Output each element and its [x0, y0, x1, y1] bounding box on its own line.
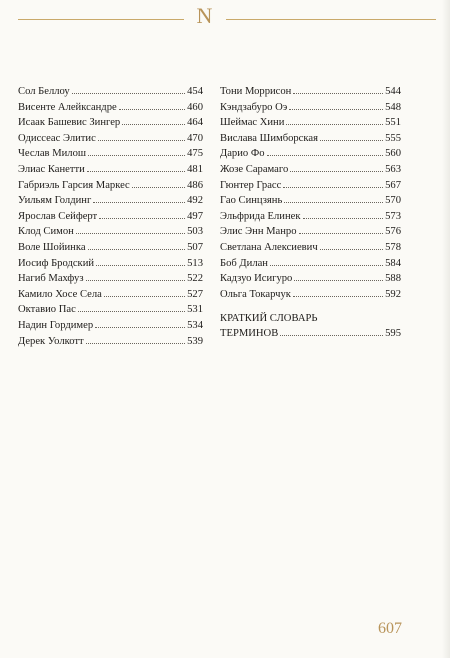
- toc-entry-page: 578: [385, 241, 401, 253]
- dot-leader: [290, 162, 383, 172]
- dot-leader: [280, 326, 383, 336]
- toc-entry[interactable]: [220, 131, 401, 147]
- toc-entry-title: Сол Беллоу: [18, 86, 70, 97]
- toc-entry-title: Октавио Пас: [18, 304, 76, 316]
- toc-entry-title: Жозе Сарамаго: [220, 163, 289, 175]
- toc-entry-page: 464: [187, 117, 203, 129]
- dot-leader: [293, 287, 383, 297]
- dot-leader: [87, 162, 185, 172]
- toc-entry[interactable]: [18, 100, 203, 116]
- toc-entry-title: Гао Синцзянь: [220, 195, 283, 207]
- toc-entry-page: 588: [385, 273, 401, 285]
- dot-leader: [132, 178, 185, 188]
- toc-entry[interactable]: [18, 84, 203, 100]
- toc-entry[interactable]: [18, 178, 203, 194]
- toc-entry-title: Гюнтер Грасс: [220, 179, 282, 191]
- toc-entry-title: Светлана Алексиевич: [220, 241, 318, 253]
- toc-entry[interactable]: [220, 146, 401, 162]
- toc-entry-title: Дарио Фо: [220, 148, 265, 160]
- toc-entry[interactable]: [18, 146, 203, 162]
- dot-leader: [72, 84, 185, 94]
- dot-leader: [267, 146, 384, 156]
- toc-entry-page: 531: [187, 304, 203, 316]
- toc-entry-page: 454: [187, 86, 203, 97]
- toc-entry-page: 470: [187, 132, 203, 144]
- toc-entry[interactable]: [18, 256, 203, 272]
- toc-entry-title: Ольга Токарчук: [220, 288, 291, 300]
- dot-leader: [95, 318, 185, 328]
- toc-entry-title: Одиссеас Элитис: [18, 132, 96, 144]
- toc-entry[interactable]: [18, 240, 203, 256]
- dot-leader: [320, 240, 383, 250]
- toc-entry-title: Габриэль Гарсия Маркес: [18, 179, 130, 191]
- toc-entry-title: Эльфрида Елинек: [220, 210, 301, 222]
- toc-entry-title: Нагиб Махфуз: [18, 273, 84, 285]
- toc-entry[interactable]: [220, 209, 401, 225]
- toc-entry-page: 573: [385, 210, 401, 222]
- dot-leader: [320, 131, 383, 141]
- toc-entry-page: 534: [187, 319, 203, 331]
- toc-entry-title: Клод Симон: [18, 226, 74, 238]
- toc-entry-page: 481: [187, 163, 203, 175]
- toc-entry-page: 548: [385, 101, 401, 113]
- section-letter: N: [196, 3, 214, 28]
- dot-leader: [78, 302, 185, 312]
- toc-entry-page: 592: [385, 288, 401, 300]
- toc-entry-page: 527: [187, 288, 203, 300]
- dot-leader: [293, 84, 383, 94]
- toc-entry-title: Вислава Шимборская: [220, 132, 318, 144]
- toc-entry-page: 555: [385, 132, 401, 144]
- toc-entry-page: 544: [385, 86, 401, 97]
- toc-entry-title: Исаак Башевис Зингер: [18, 117, 121, 129]
- dot-leader: [86, 271, 186, 281]
- toc-entry[interactable]: [220, 115, 401, 131]
- dot-leader: [104, 287, 185, 297]
- toc-entry[interactable]: [18, 115, 203, 131]
- glossary-title-line2-row: [220, 326, 401, 341]
- toc-entry-title: Надин Гордимер: [18, 319, 94, 331]
- toc-entry-title: Ярослав Сейферт: [18, 210, 98, 222]
- toc-entry[interactable]: [220, 240, 401, 256]
- toc-entry[interactable]: [220, 271, 401, 287]
- toc-entry[interactable]: [220, 84, 401, 100]
- dot-leader: [98, 131, 185, 141]
- toc-entry[interactable]: [18, 131, 203, 147]
- toc-entry[interactable]: [18, 302, 203, 318]
- toc-entry[interactable]: [18, 224, 203, 240]
- toc-entry-page: 522: [187, 273, 203, 285]
- toc-entry-page: 492: [187, 195, 203, 207]
- toc-entry-title: Шеймас Хини: [220, 117, 285, 129]
- dot-leader: [303, 209, 384, 219]
- toc-entry-page: 497: [187, 210, 203, 222]
- dot-leader: [96, 256, 185, 266]
- dot-leader: [286, 115, 383, 125]
- toc-entry-title: Уильям Голдинг: [18, 195, 92, 207]
- dot-leader: [283, 178, 383, 188]
- toc-entry-title: Кэндзабуро Оэ: [220, 101, 288, 113]
- dot-leader: [299, 224, 384, 234]
- dot-leader: [93, 193, 185, 203]
- toc-entry[interactable]: [18, 334, 203, 350]
- dot-leader: [270, 256, 383, 266]
- toc-entry-title: Воле Шойинка: [18, 241, 86, 253]
- toc-entry-title: Кадзуо Исигуро: [220, 273, 293, 285]
- toc-entry-page: 486: [187, 179, 203, 191]
- glossary-page: 595: [385, 328, 401, 340]
- toc-column-left: [18, 84, 203, 349]
- toc-entry[interactable]: [220, 256, 401, 272]
- toc-entry[interactable]: [18, 271, 203, 287]
- dot-leader: [88, 146, 185, 156]
- toc-entry-title: Чеслав Милош: [18, 148, 87, 160]
- toc-entry[interactable]: [18, 287, 203, 303]
- toc-entry-page: 513: [187, 257, 203, 269]
- toc-entry[interactable]: [18, 318, 203, 334]
- dot-leader: [86, 334, 185, 344]
- page-number: 607: [378, 620, 402, 637]
- toc-entry-glossary[interactable]: [220, 312, 401, 341]
- toc-entry[interactable]: [220, 162, 401, 178]
- toc-entry-title: Дерек Уолкотт: [18, 335, 84, 347]
- toc-entry-page: 563: [385, 163, 401, 175]
- dot-leader: [76, 224, 185, 234]
- toc-entry-title: Висенте Алейксандре: [18, 101, 117, 113]
- toc-entry[interactable]: [18, 209, 203, 225]
- toc-entry[interactable]: [220, 287, 401, 303]
- toc-entry-page: 539: [187, 335, 203, 347]
- header-rule-left: [18, 19, 184, 20]
- dot-leader: [289, 100, 383, 110]
- toc-entry-page: 576: [385, 226, 401, 238]
- dot-leader: [122, 115, 185, 125]
- toc-entry-page: 560: [385, 148, 401, 160]
- toc-entry-title: Тони Моррисон: [220, 86, 292, 97]
- toc-column-right: [220, 84, 401, 341]
- glossary-title-line2: ТЕРМИНОВ: [220, 328, 279, 340]
- toc-entry[interactable]: [18, 193, 203, 209]
- dot-leader: [294, 271, 383, 281]
- toc-entry-title: Элис Энн Манро: [220, 226, 297, 238]
- toc-entry-page: 507: [187, 241, 203, 253]
- toc-entry-page: 460: [187, 101, 203, 113]
- toc-entry-page: 584: [385, 257, 401, 269]
- toc-entry-title: Иосиф Бродский: [18, 257, 95, 269]
- toc-entry-page: 503: [187, 226, 203, 238]
- toc-entry[interactable]: [220, 193, 401, 209]
- page-edge: [442, 0, 450, 658]
- toc-entry-title: Боб Дилан: [220, 257, 268, 269]
- toc-entry-page: 551: [385, 117, 401, 129]
- toc-entry-title: Камило Хосе Села: [18, 288, 102, 300]
- toc-entry[interactable]: [220, 178, 401, 194]
- toc-entry-page: 567: [385, 179, 401, 191]
- toc-entry[interactable]: [18, 162, 203, 178]
- toc-entry[interactable]: [220, 224, 401, 240]
- header-rule-right: [226, 19, 436, 20]
- dot-leader: [284, 193, 383, 203]
- dot-leader: [99, 209, 185, 219]
- toc-entry-title: Элиас Канетти: [18, 163, 85, 175]
- toc-entry-page: 570: [385, 195, 401, 207]
- dot-leader: [119, 100, 185, 110]
- toc-entry[interactable]: [220, 100, 401, 116]
- glossary-title-line1: КРАТКИЙ СЛОВАРЬ: [220, 313, 318, 325]
- toc-entry-page: 475: [187, 148, 203, 160]
- dot-leader: [88, 240, 186, 250]
